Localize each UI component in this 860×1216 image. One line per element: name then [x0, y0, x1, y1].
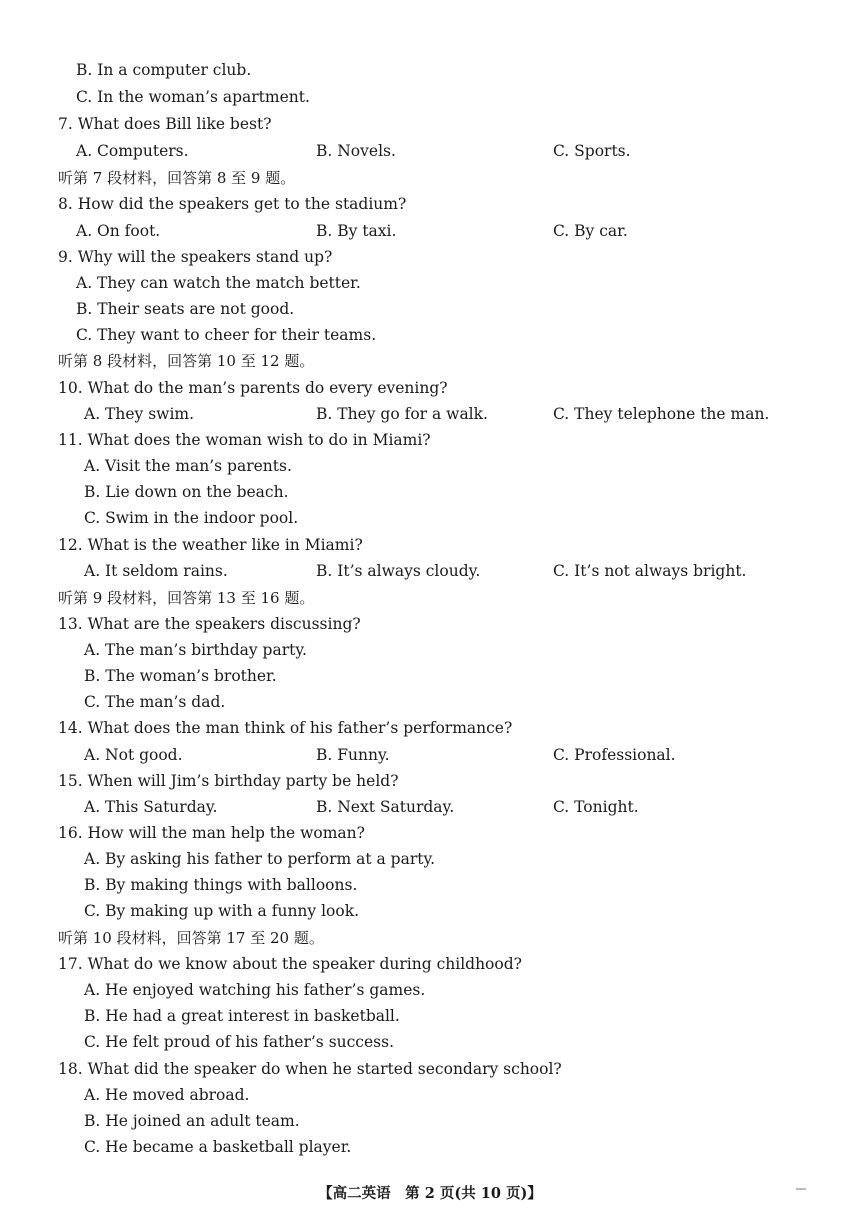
question-11: 11. What does the woman wish to do in Miami?	[58, 431, 431, 449]
option-line: A. By asking his father to perform at a party.	[84, 850, 436, 868]
option-line: A. The man’s birthday party.	[84, 641, 307, 659]
question-13: 13. What are the speakers discussing?	[58, 615, 361, 633]
option-line: C. They want to cheer for their teams.	[76, 326, 377, 344]
option-line: A. It seldom rains.	[84, 562, 228, 580]
section-heading: 听第 10 段材料，回答第 17 至 20 题。	[58, 929, 324, 947]
section-heading: 听第 9 段材料，回答第 13 至 16 题。	[58, 589, 315, 607]
option-line: B. Their seats are not good.	[76, 300, 295, 318]
section-heading: 听第 8 段材料，回答第 10 至 12 题。	[58, 352, 315, 370]
section-heading: 听第 7 段材料，回答第 8 至 9 题。	[58, 169, 296, 187]
option-line: B. Next Saturday.	[316, 798, 455, 816]
option-line: B. Novels.	[316, 142, 396, 160]
option-line: B. Lie down on the beach.	[84, 483, 289, 501]
option-line: C. By making up with a funny look.	[84, 902, 360, 920]
question-12: 12. What is the weather like in Miami?	[58, 536, 363, 554]
option-line: C. Sports.	[553, 142, 631, 160]
option-line: A. Computers.	[76, 142, 189, 160]
option-line: A. This Saturday.	[84, 798, 218, 816]
option-line: C. Swim in the indoor pool.	[84, 509, 299, 527]
option-line: A. On foot.	[76, 222, 161, 240]
option-line: C. It’s not always bright.	[553, 562, 747, 580]
scan-mark	[796, 1188, 806, 1190]
option-line: B. The woman’s brother.	[84, 667, 277, 685]
option-line: B. They go for a walk.	[316, 405, 488, 423]
option-line: C. The man’s dad.	[84, 693, 226, 711]
option-line: A. They can watch the match better.	[76, 274, 361, 292]
option-line: C. He became a basketball player.	[84, 1138, 352, 1156]
question-16: 16. How will the man help the woman?	[58, 824, 365, 842]
option-line: C. By car.	[553, 222, 628, 240]
option-line: A. He moved abroad.	[84, 1086, 250, 1104]
question-17: 17. What do we know about the speaker during childhood?	[58, 955, 522, 973]
option-line: A. He enjoyed watching his father’s games.	[84, 981, 426, 999]
option-line: B. He had a great interest in basketball.	[84, 1007, 400, 1025]
question-7: 7. What does Bill like best?	[58, 115, 272, 133]
option-line: C. In the woman’s apartment.	[76, 88, 310, 106]
question-10: 10. What do the man’s parents do every evening?	[58, 379, 448, 397]
option-line: C. He felt proud of his father’s success.	[84, 1033, 394, 1051]
option-line: A. Not good.	[84, 746, 183, 764]
option-line: B. In a computer club.	[76, 61, 252, 79]
page-footer: 【高二英语 第 2 页(共 10 页)】	[318, 1185, 542, 1202]
option-line: B. By taxi.	[316, 222, 397, 240]
option-line: B. He joined an adult team.	[84, 1112, 300, 1130]
option-line: B. It’s always cloudy.	[316, 562, 481, 580]
question-14: 14. What does the man think of his father’s performance?	[58, 719, 513, 737]
option-line: C. They telephone the man.	[553, 405, 770, 423]
option-line: B. By making things with balloons.	[84, 876, 358, 894]
question-8: 8. How did the speakers get to the stadium?	[58, 195, 407, 213]
option-line: B. Funny.	[316, 746, 390, 764]
option-line: A. Visit the man’s parents.	[84, 457, 292, 475]
question-15: 15. When will Jim’s birthday party be held?	[58, 772, 399, 790]
option-line: C. Tonight.	[553, 798, 639, 816]
option-line: A. They swim.	[84, 405, 195, 423]
question-9: 9. Why will the speakers stand up?	[58, 248, 333, 266]
option-line: C. Professional.	[553, 746, 676, 764]
question-18: 18. What did the speaker do when he started secondary school?	[58, 1060, 562, 1078]
